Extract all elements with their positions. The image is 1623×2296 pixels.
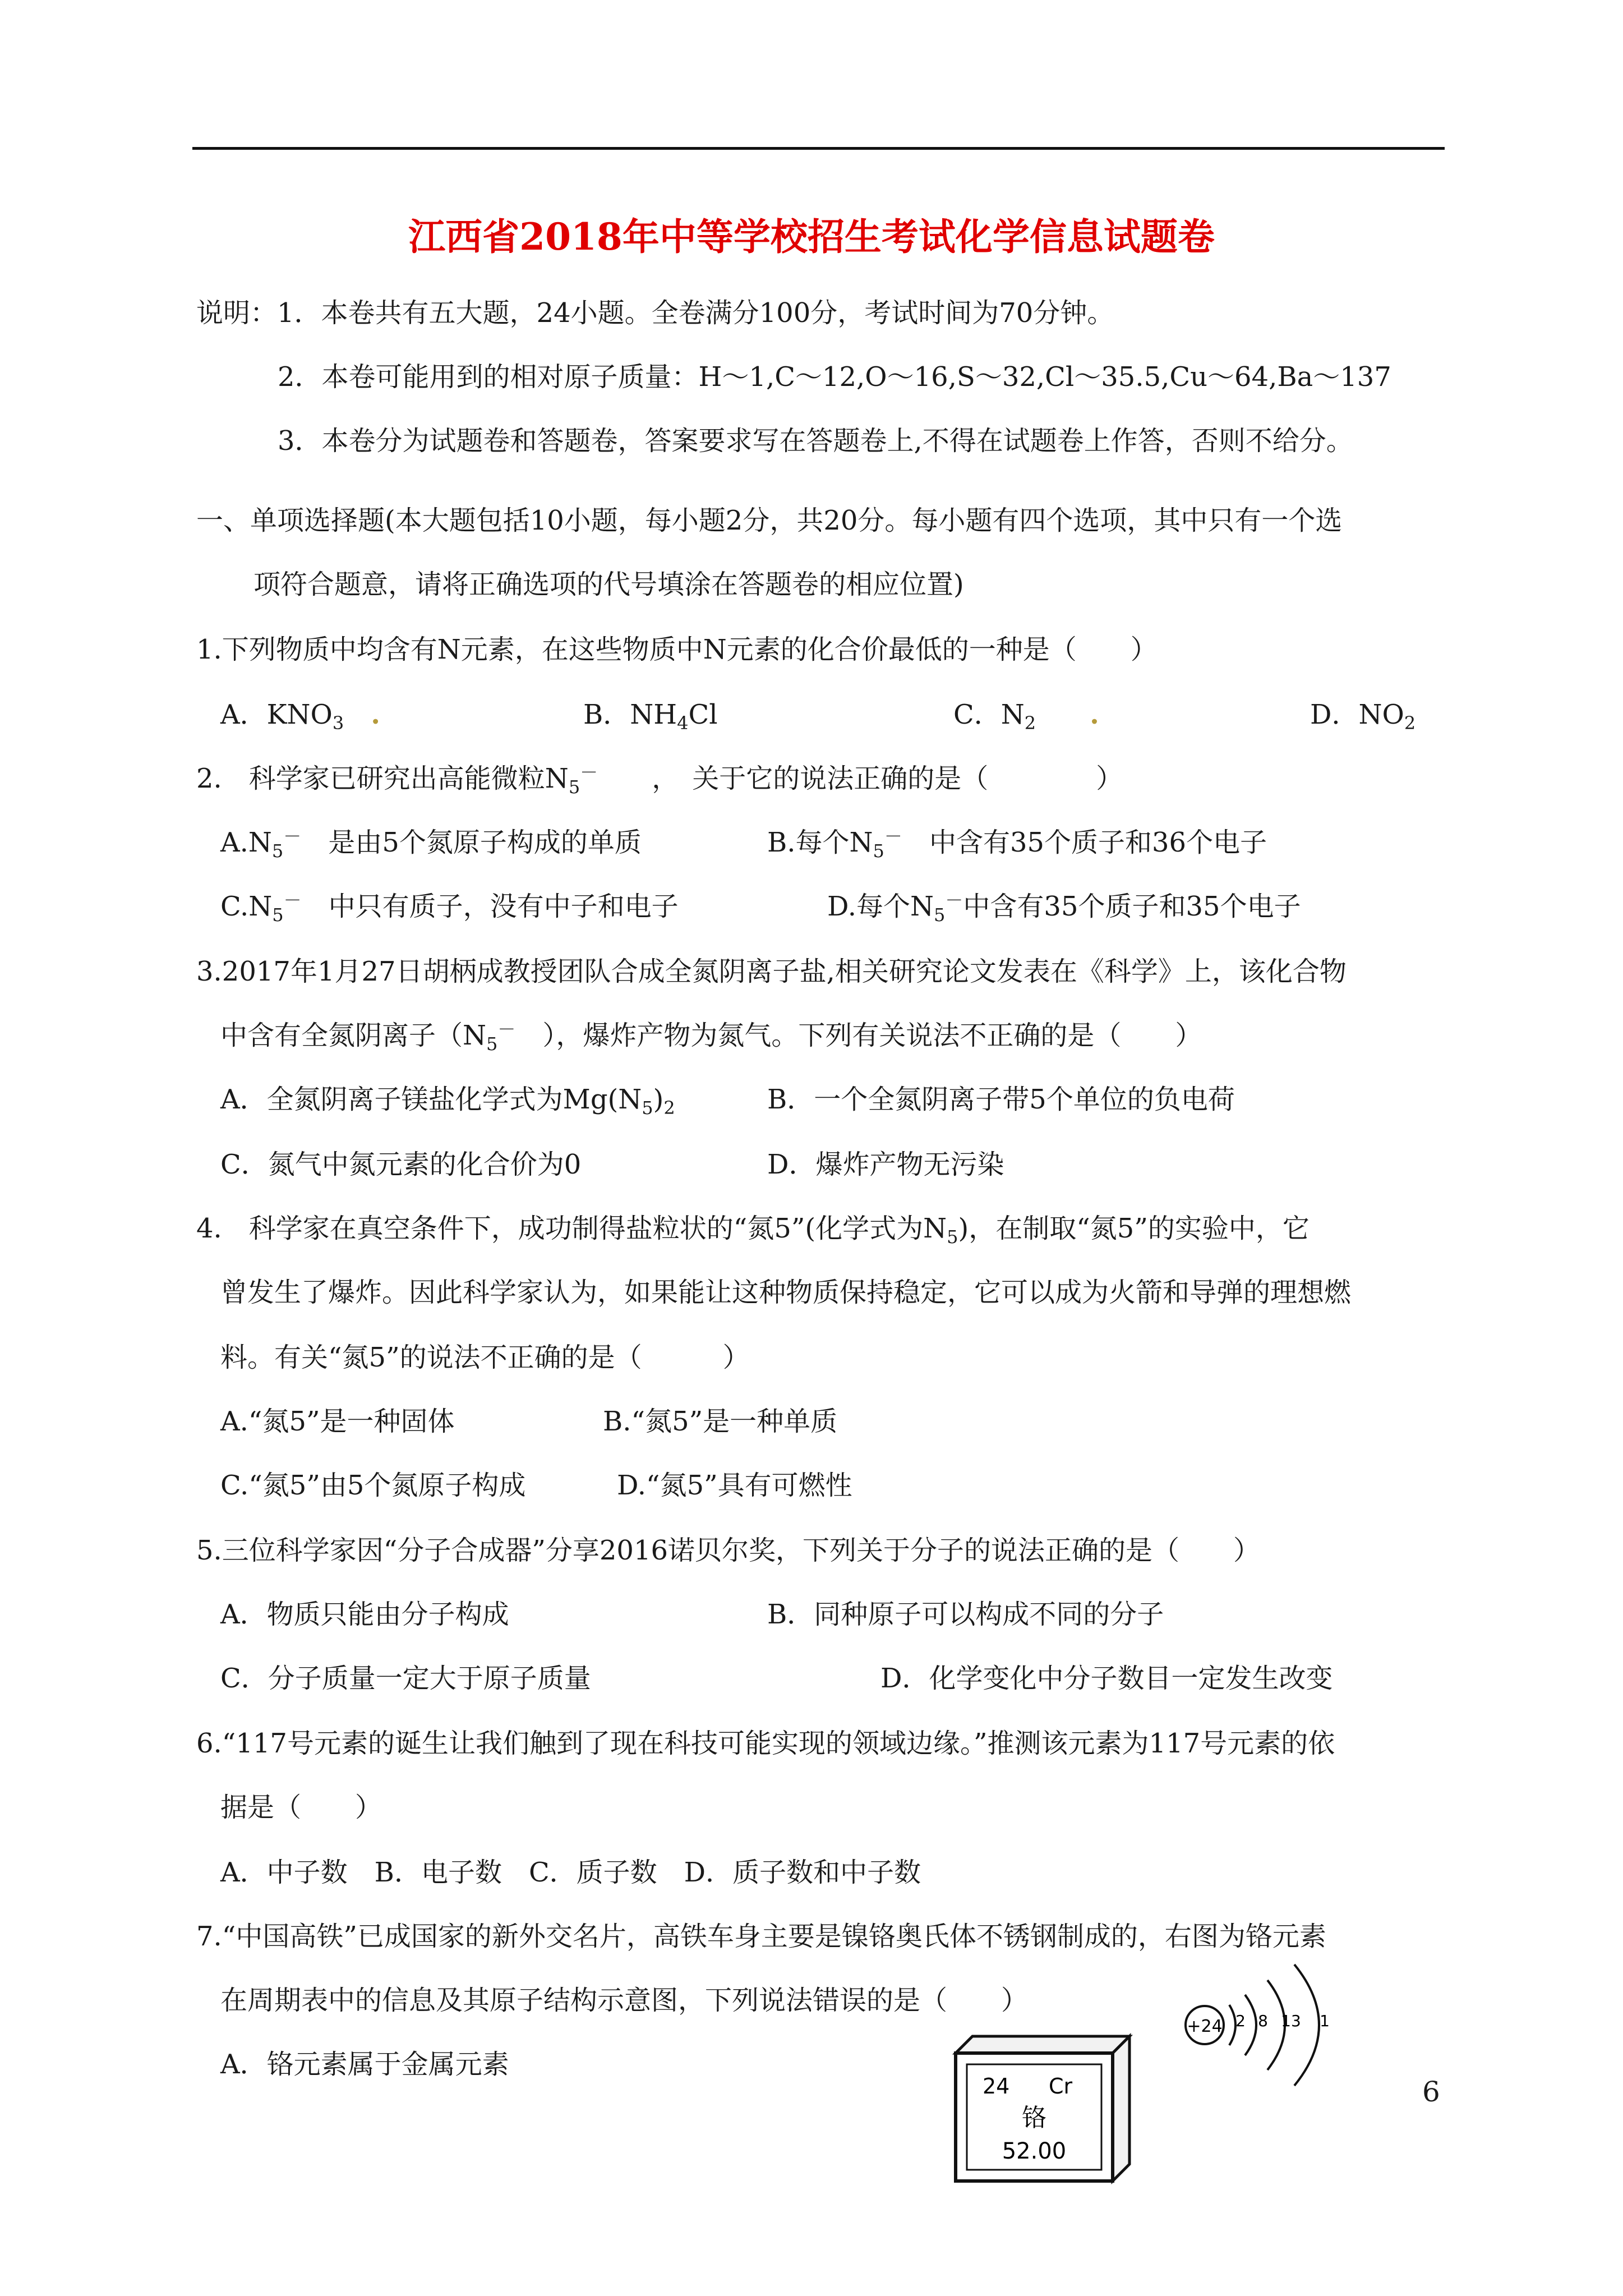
q3-option-b: B．一个全氮阴离子带5个单位的负电荷 bbox=[767, 1084, 1235, 1115]
q1-option-a: A．$KNO_3$ . bbox=[220, 699, 380, 734]
section-1-heading-cont: 项符合题意，请将正确选项的代号填涂在答题卷的相应位置) bbox=[253, 569, 964, 600]
q5-stem: 5.三位科学家因“分子合成器”分享2016诺贝尔奖，下列关于分子的说法正确的是（ ） bbox=[196, 1535, 1261, 1566]
q1-option-b: B．$NH_4Cl$ bbox=[583, 699, 718, 734]
q3-stem-line2: 中含有全氮阴离子（$N_5^-$ ），爆炸产物为氮气。下列有关说法不正确的是（ ） bbox=[220, 1019, 1202, 1055]
nucleus-charge: +24 bbox=[1187, 2017, 1223, 2036]
q1-stem: 1.下列物质中均含有N元素，在这些物质中N元素的化合价最低的一种是（ ） bbox=[196, 634, 1158, 665]
shell-2-electrons: 8 bbox=[1258, 2012, 1268, 2030]
q3-stem-line1: 3.2017年1月27日胡柄成教授团队合成全氮阴离子盐,相关研究论文发表在《科学》上，该化合物 bbox=[196, 956, 1347, 987]
note-3: 3．本卷分为试题卷和答题卷，答案要求写在答题卷上,不得在试题卷上作答，否则不给分。 bbox=[278, 425, 1353, 457]
q3-option-d: D．爆炸产物无污染 bbox=[767, 1149, 1004, 1180]
q2-option-a: $A.N_5^-$ 是由5个氮原子构成的单质 bbox=[220, 826, 642, 862]
q1-option-c: C．$N_2$ . bbox=[953, 699, 1099, 734]
q4-option-d: D.“氮5”具有可燃性 bbox=[617, 1470, 852, 1501]
shell-2 bbox=[1245, 1995, 1256, 2055]
element-card-figure bbox=[948, 2031, 1138, 2188]
shell-1 bbox=[1229, 2005, 1235, 2045]
element-name: 铬 bbox=[1022, 2104, 1046, 2132]
q7-stem-line2: 在周期表中的信息及其原子结构示意图，下列说法错误的是（ ） bbox=[220, 1985, 1029, 2016]
q5-option-c: C．分子质量一定大于原子质量 bbox=[220, 1663, 591, 1694]
q5-option-a: A．物质只能由分子构成 bbox=[220, 1599, 509, 1630]
atom-structure-diagram bbox=[1178, 1947, 1363, 2115]
q6-options: A．中子数 B．电子数 C．质子数 D．质子数和中子数 bbox=[220, 1857, 921, 1888]
page-title: 江西省2018年中等学校招生考试化学信息试题卷 bbox=[408, 215, 1215, 259]
note-1: 说明：1．本卷共有五大题，24小题。全卷满分100分，考试时间为70分钟。 bbox=[196, 297, 1114, 329]
shell-1-electrons: 2 bbox=[1235, 2012, 1246, 2030]
q1-option-d: D．$NO_2$ bbox=[1310, 699, 1416, 734]
q4-option-a: A.“氮5”是一种固体 bbox=[220, 1406, 455, 1437]
q5-option-d: D．化学变化中分子数目一定发生改变 bbox=[880, 1663, 1333, 1694]
element-symbol: Cr bbox=[1049, 2074, 1073, 2099]
q2-option-d: D.每个$N_5^-$中含有35个质子和35个电子 bbox=[827, 890, 1301, 926]
shell-3-electrons: 13 bbox=[1281, 2012, 1301, 2030]
shell-4-electrons: 1 bbox=[1320, 2012, 1330, 2030]
q2-option-b: B.每个$N_5^-$ 中含有35个质子和36个电子 bbox=[767, 826, 1267, 862]
q5-option-b: B．同种原子可以构成不同的分子 bbox=[767, 1599, 1164, 1630]
page-number: 6 bbox=[1422, 2076, 1440, 2108]
q7-stem-line1: 7.“中国高铁”已成国家的新外交名片，高铁车身主要是镍铬奥氏体不锈钢制成的，右图为铬元素 bbox=[196, 1921, 1326, 1952]
element-number: 24 bbox=[983, 2074, 1010, 2099]
q3-option-c: C．氮气中氮元素的化合价为0 bbox=[220, 1149, 582, 1180]
q7-option-a: A．铬元素属于金属元素 bbox=[220, 2049, 509, 2080]
section-1-heading: 一、单项选择题(本大题包括10小题，每小题2分，共20分。每小题有四个选项，其中只有一个选 bbox=[196, 505, 1343, 536]
q3-option-a: A．全氮阴离子镁盐化学式为$Mg(N_5)_2$ bbox=[220, 1084, 675, 1119]
q6-stem-line2: 据是（ ） bbox=[220, 1792, 382, 1823]
note-2: 2．本卷可能用到的相对原子质量：H～1,C～12,O～16,S～32,Cl～35.5,Cu～64,Ba～137 bbox=[278, 361, 1391, 393]
q2-stem: 2. 科学家已研究出高能微粒$N_5^-$ ， 关于它的说法正确的是（ ） bbox=[196, 762, 1123, 798]
q2-option-c: $C.N_5^-$ 中只有质子，没有中子和电子 bbox=[220, 890, 679, 926]
header-rule bbox=[192, 147, 1445, 150]
element-mass: 52.00 bbox=[1002, 2138, 1067, 2164]
q4-option-b: B.“氮5”是一种单质 bbox=[603, 1406, 838, 1437]
q6-stem-line1: 6.“117号元素的诞生让我们触到了现在科技可能实现的领域边缘。”推测该元素为117号元素的依 bbox=[196, 1728, 1335, 1759]
q4-stem-line2: 曾发生了爆炸。因此科学家认为，如果能让这种物质保持稳定，它可以成为火箭和导弹的理想燃 bbox=[220, 1277, 1352, 1308]
q4-option-c: C.“氮5”由5个氮原子构成 bbox=[220, 1470, 526, 1501]
q4-stem-line3: 料。有关“氮5”的说法不正确的是（ ） bbox=[220, 1342, 750, 1373]
q4-stem-line1: 4. 科学家在真空条件下，成功制得盐粒状的“氮5”(化学式为$N_5$)，在制取“氮5”的实验中，它 bbox=[196, 1213, 1310, 1248]
